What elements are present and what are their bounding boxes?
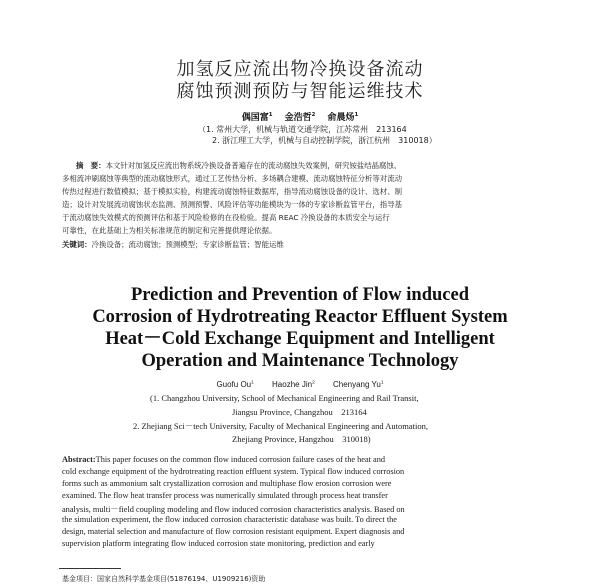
cn-abstract-line-2: 多相流冲刷腐蚀等典型的流动腐蚀形式，通过工艺传热分析、多场耦合建模、流动腐蚀特征分析等对流动	[62, 174, 402, 183]
en-author-2-sup: 2	[312, 380, 315, 386]
cn-affiliation-1: （1. 常州大学，机械与轨道交通学院，江苏常州 213164	[198, 125, 407, 134]
en-title-line-2: Corrosion of Hydrotreating Reactor Effluent System	[92, 307, 508, 327]
en-author-3-sup: 1	[380, 380, 384, 386]
en-abstract-line-1	[62, 455, 385, 464]
cn-author-2: 金浩哲	[284, 113, 312, 123]
en-title-line-4: Operation and Maintenance Technology	[141, 351, 459, 371]
cn-title-line-2: 腐蚀预测预防与智能运维技术	[176, 81, 424, 102]
cn-keywords-text: 冷换设备；流动腐蚀；预测模型；专家诊断监管；智能运维	[91, 240, 284, 249]
en-affiliation-line-1: (1. Changzhou University, School of Mechanical Engineering and Rail Transit,	[150, 393, 419, 403]
cn-author-1: 偶国富	[241, 113, 269, 123]
en-author-1: Guofu Ou	[216, 380, 252, 389]
cn-abstract-line-5: 于流动腐蚀失效模式的预测评估和基于风险检修的在役检验。提高 REAC 冷换设备的本质安全与运行	[62, 213, 390, 222]
en-abstract-label: Abstract:	[62, 455, 96, 464]
cn-author-3: 俞晨炀	[327, 113, 355, 123]
cn-abstract-line-6: 可靠性，在此基础上为相关标准规范的制定和完善提供理论依据。	[62, 226, 277, 235]
en-abstract-line-2: cold exchange equipment of the hydrotreating reaction effluent system. Typical flow induced corrosion	[62, 467, 405, 476]
cn-title-line-1: 加氢反应流出物冷换设备流动	[176, 59, 424, 80]
cn-author-3-sup: 1	[354, 112, 359, 118]
en-affiliation-line-4: Zhejiang Province, Hangzhou 310018)	[232, 434, 371, 444]
cn-keywords-label: 关键词：	[62, 240, 92, 249]
en-abstract-line-3: forms such as ammonium salt crystallization corrosion and multiphase flow erosion corrosion were	[62, 479, 392, 488]
en-title-line-1: Prediction and Prevention of Flow induced	[131, 285, 469, 305]
en-abstract-line-4: examined. The flow heat transfer process was numerically simulated through process heat transfer	[62, 491, 388, 500]
cn-keywords	[62, 239, 284, 250]
en-authors	[0, 379, 600, 390]
cn-author-1-sup: 1	[268, 112, 273, 118]
footnote-divider	[59, 568, 121, 569]
en-title-line-3: Heat－Cold Exchange Equipment and Intelligent	[105, 329, 495, 349]
cn-abstract-line-4: 造；设计对发展流动腐蚀状态监测、预测预警、风险评估等功能模块为一体的专家诊断监管平台，指导基	[62, 200, 402, 209]
cn-abstract-line-3: 传热过程进行数值模拟；基于模拟实验，构建流动腐蚀特征数据库，指导流动腐蚀设备的设计、选材、制	[62, 187, 402, 196]
cn-affiliation-2: 2. 浙江理工大学，机械与自动控制学院，浙江杭州 310018）	[212, 136, 437, 145]
en-author-1-sup: 1	[251, 380, 254, 386]
en-author-3: Chenyang Yu	[332, 380, 381, 389]
en-abstract-line-5: analysis, multi－field coupling modeling and flow induced corrosion characteristics analysis. Based on	[62, 505, 405, 514]
en-abstract-line-7: design, material selection and manufacture of flow corrosion resistant equipment. Expert diagnosis and	[62, 527, 405, 536]
cn-abstract-line-1	[76, 160, 401, 171]
en-abstract-line-8: supervision platform integrating flow induced corrosion state monitoring, prediction and early	[62, 539, 375, 548]
cn-authors	[0, 110, 600, 123]
en-abstract-text-1: This paper focuses on the common flow induced corrosion failure cases of the heat and	[95, 455, 386, 464]
cn-abstract-label: 摘 要：	[76, 161, 106, 170]
en-affiliation-line-2: Jiangsu Province, Changzhou 213164	[232, 407, 367, 417]
en-abstract-line-6: the simulation experiment, the flow induced corrosion characteristic database was built. To direct the	[62, 515, 397, 524]
en-author-2: Haozhe Jin	[272, 380, 313, 389]
cn-abstract-text-1: 本文针对加氢反应流出物系统冷换设备普遍存在的流动腐蚀失效案例，研究铵盐结晶腐蚀、	[105, 161, 402, 170]
footnote-funding: 基金项目：国家自然科学基金项目(51876194、U1909216)资助	[62, 575, 266, 583]
cn-author-2-sup: 2	[311, 112, 316, 118]
en-affiliation-line-3: 2. Zhejiang Sci－tech University, Faculty of Mechanical Engineering and Automation,	[133, 421, 428, 431]
